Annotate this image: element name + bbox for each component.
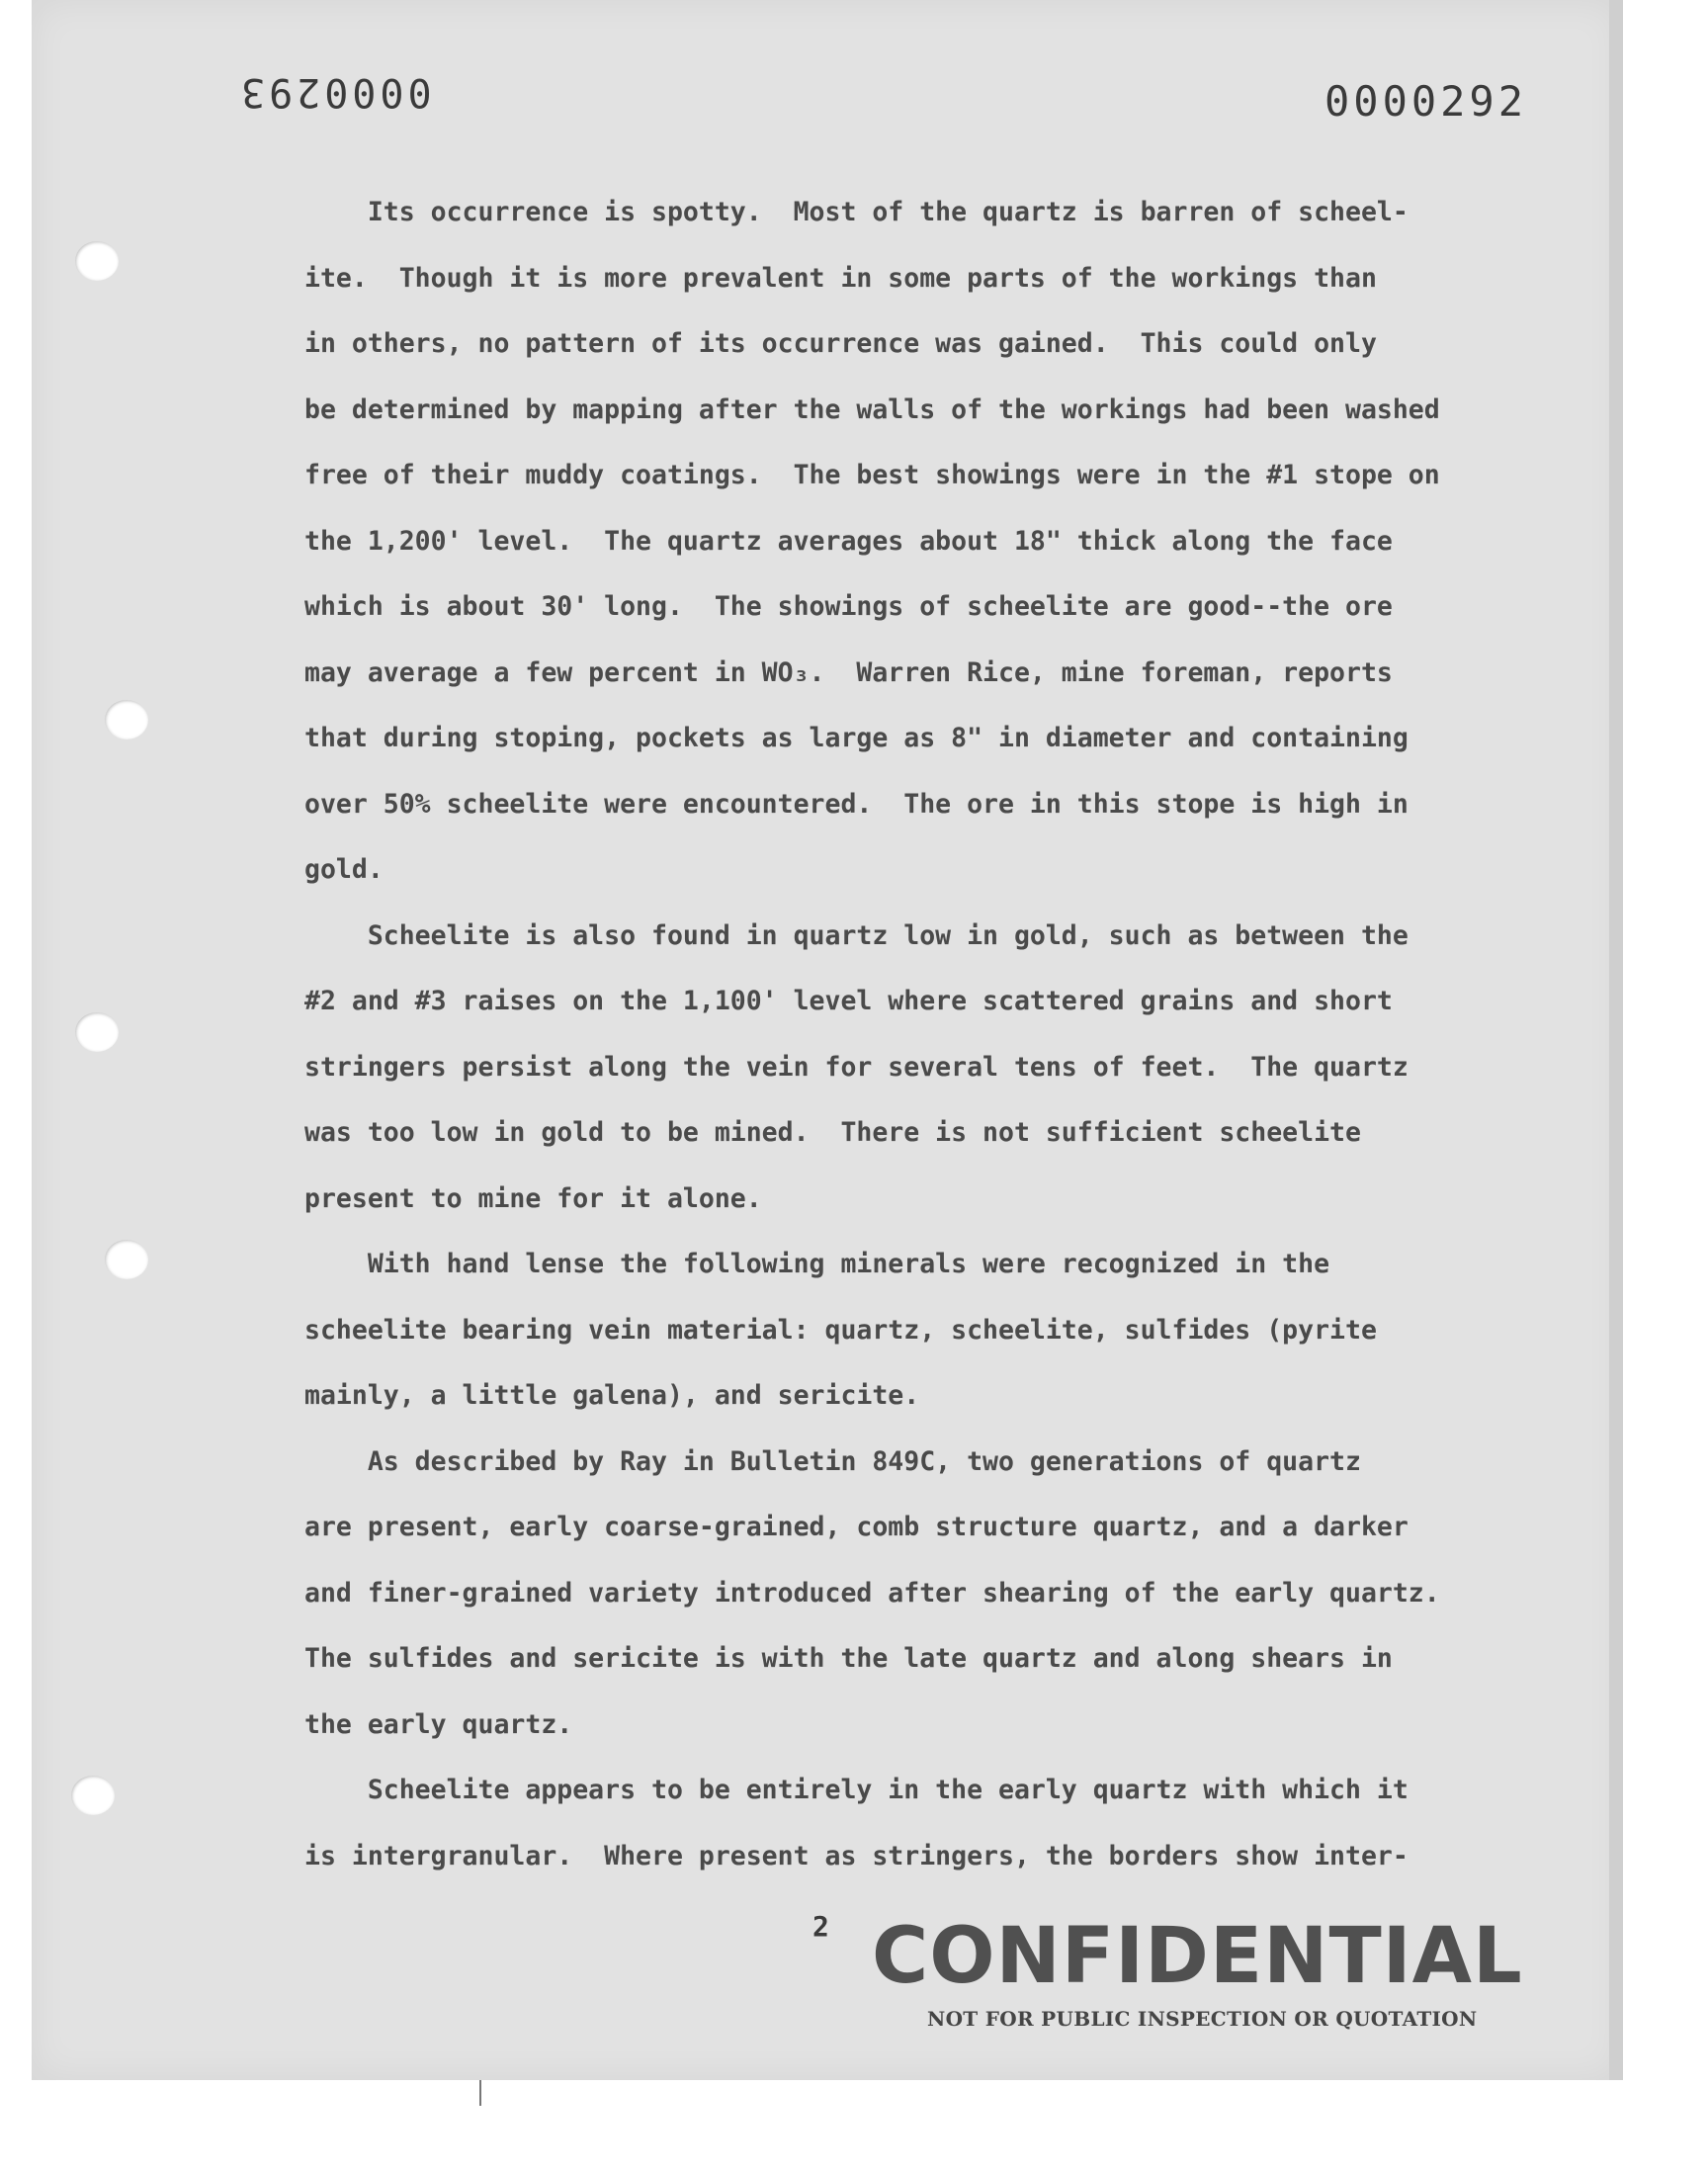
confidential-note: NOT FOR PUBLIC INSPECTION OR QUOTATION (927, 2007, 1478, 2031)
text-line: in others, no pattern of its occurrence was gained. This could only (304, 328, 1377, 359)
punch-hole (105, 1240, 148, 1279)
confidential-stamp: CONFIDENTIAL (872, 1912, 1523, 2001)
text-line: As described by Ray in Bulletin 849C, two generations of quartz (304, 1445, 1361, 1477)
text-line: that during stoping, pockets as large as 8" in diameter and containing (304, 723, 1409, 753)
text-line: present to mine for it alone. (304, 1182, 762, 1214)
text-line: free of their muddy coatings. The best showings were in the #1 stope on (304, 460, 1440, 490)
text-line: be determined by mapping after the walls of the workings had been washed (304, 393, 1440, 425)
punch-hole (105, 700, 148, 740)
text-line: was too low in gold to be mined. There is not sufficient scheelite (304, 1117, 1361, 1148)
text-line: #2 and #3 raises on the 1,100' level where scattered grains and short (304, 986, 1393, 1016)
text-line: Its occurrence is spotty. Most of the quartz is barren of scheel- (304, 197, 1409, 227)
text-line: stringers persist along the vein for several tens of feet. The quartz (304, 1051, 1409, 1083)
text-line: gold. (304, 854, 384, 885)
scan-artifact-line (479, 2080, 481, 2106)
text-line: which is about 30' long. The showings of scheelite are good--the ore (304, 591, 1393, 622)
text-line: the early quartz. (304, 1708, 573, 1740)
page-edge-shadow (1609, 0, 1623, 2080)
text-line: is intergranular. Where present as stringers, the borders show inter- (304, 1840, 1409, 1871)
text-line: Scheelite is also found in quartz low in gold, such as between the (304, 919, 1409, 951)
inverted-document-number: 0000293 (237, 69, 432, 115)
text-line: Scheelite appears to be entirely in the early quartz with which it (304, 1775, 1409, 1805)
text-line: are present, early coarse-grained, comb structure quartz, and a darker (304, 1512, 1409, 1542)
text-line: the 1,200' level. The quartz averages about 18" thick along the face (304, 525, 1393, 557)
text-line: With hand lense the following minerals were recognized in the (304, 1249, 1330, 1279)
text-line: and finer-grained variety introduced after shearing of the early quartz. (304, 1577, 1440, 1609)
punch-hole (75, 1012, 119, 1052)
text-line: over 50% scheelite were encountered. The ore in this stope is high in (304, 788, 1409, 820)
punch-hole (71, 1776, 115, 1815)
text-line: may average a few percent in WO₃. Warren Rice, mine foreman, reports (304, 656, 1393, 688)
text-line: ite. Though it is more prevalent in some parts of the workings than (304, 262, 1377, 294)
text-line: mainly, a little galena), and sericite. (304, 1380, 920, 1411)
punch-hole (75, 241, 119, 281)
text-line: scheelite bearing vein material: quartz, scheelite, sulfides (pyrite (304, 1314, 1377, 1346)
body-text (304, 184, 1510, 1893)
document-number: 0000292 (1324, 77, 1528, 126)
text-line: The sulfides and sericite is with the late quartz and along shears in (304, 1643, 1393, 1674)
page-number: 2 (812, 1910, 829, 1943)
